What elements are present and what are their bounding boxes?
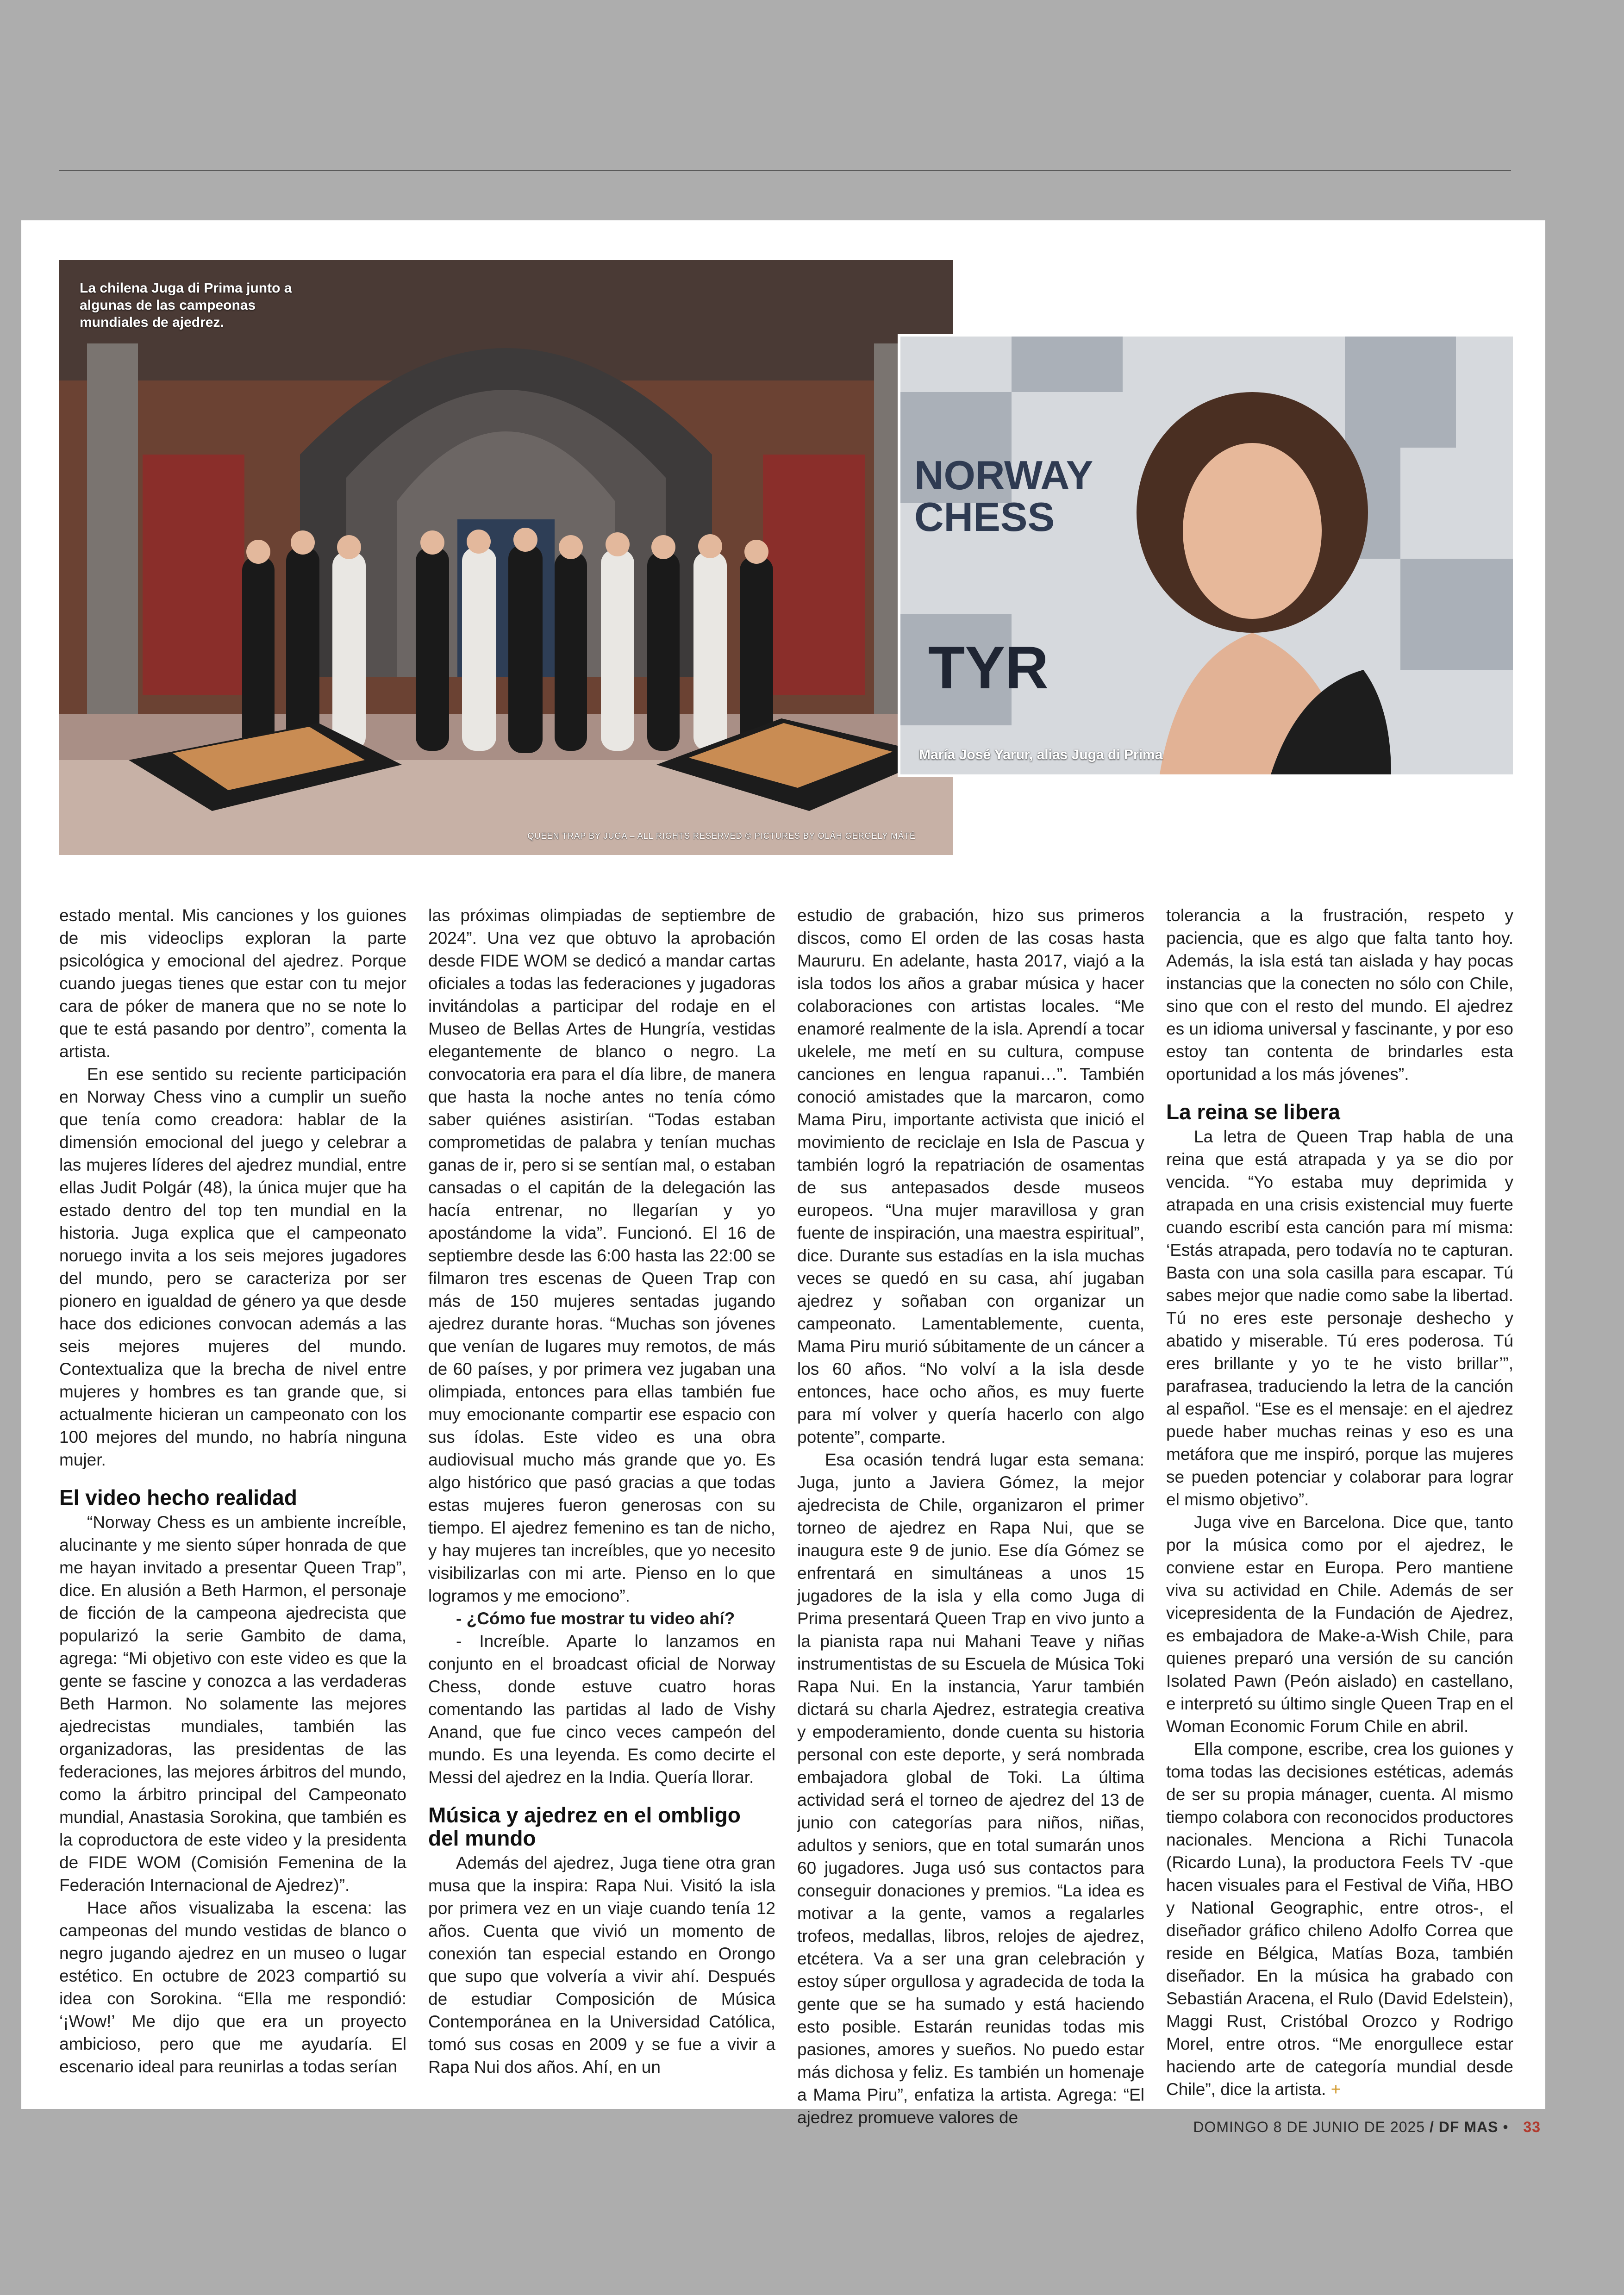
portrait-caption: María José Yarur, alias Juga di Prima bbox=[919, 747, 1163, 762]
paragraph-text: Ella compone, escribe, crea los guiones y toma todas las decisiones estéticas, además de ser su propia mánager, cuenta. Al mismo tiempo colabora con reconocidos productores nacionales. Menciona a Richi Tunacola (Ricardo Luna), la productora Feels TV -que hacen visuales para el Festival de Viña, HBO y National Geographic, entre otros-, el diseñador gráfico chileno Adolfo Correa que reside en Bélgica, Matías Boza, también diseñador. En la música ha grabado con Sebastián Aracena, el Rulo (David Edelstein), Maggi Rust, Cristóbal Orozco y Rodrigo Morel, entre otros. “Me enorgullece estar haciendo arte de categoría mundial desde Chile”, dice la artista. bbox=[1166, 1740, 1513, 2099]
group-photo-caption: La chilena Juga di Prima junto a algunas de las campeonas mundiales de ajedrez. bbox=[80, 281, 292, 330]
column-2 bbox=[428, 904, 775, 2078]
paragraph: Hace años visualizaba la escena: las campeonas del mundo vestidas de blanco o negro jugando ajedrez en un museo o lugar estético. En octubre de 2023 compartió su idea con Sorokina. “Ella me respondió: ‘¡Wow!’ Me dijo que era un proyecto ambicioso, pero que me ayudaría. El escenario ideal para reunirlas a todas serían bbox=[59, 1898, 406, 2076]
page-number: 33 bbox=[1523, 2119, 1541, 2135]
portrait-illustration bbox=[900, 337, 1513, 774]
paragraph: las próximas olimpiadas de septiembre de 2024”. Una vez que obtuvo la aprobación desde FIDE WOM se dedicó a mandar cartas oficiales a todas las federaciones y jugadoras invitándolas a participar del rodaje en el Museo de Bellas Artes de Hungría, vestidas elegantemente de blanco o negro. La convocatoria era para el día libre, de manera que hasta la noche antes no tenía cómo saber quiénes asistirían. “Todas estaban comprometidas de palabra y tenían muchas ganas de ir, pero si se sentían mal, o estaban cansadas o el capitán de la delegación las hacía entrenar, no llegarían y yo apostándome la vida”. Funcionó. El 16 de septiembre desde las 6:00 hasta las 22:00 se filmaron tres escenas de Queen Trap con más de 150 mujeres sentadas jugando ajedrez durante horas. “Muchas son jóvenes que venían de lugares muy remotos, de más de 60 países, y por primera vez jugaban una olimpiada, entonces para ellas también fue muy emocionante compartir ese espacio con sus ídolas. Este video es una obra audiovisual mucho más grande que yo. Es algo histórico que pasó gracias a que todas estas mujeres fueron generosas con su tiempo. El ajedrez femenino es tan de nicho, y hay mujeres tan increíbles, que yo necesito visibilizarlas con mi arte. Pienso en lo que logramos y me emociono”. bbox=[428, 906, 775, 1605]
paragraph: estudio de grabación, hizo sus primeros discos, como El orden de las cosas hasta Maururu. En adelante, hasta 2017, viajó a la isla todos los años a grabar música y hacer colaboraciones con artistas locales. “Me enamoré realmente de la isla. Aprendí a tocar ukelele, me metí en su cultura, compuse canciones en lengua rapanui…”. También conoció amistades que la marcaron, como Mama Piru, importante activista que inició el movimiento de reciclaje en Isla de Pascua y también logró la repatriación de osamentas de sus antepasados desde museos europeos. “Una mujer maravillosa y gran fuente de inspiración, una maestra espiritual”, dice. Durante sus estadías en la isla muchas veces se quedó en su casa, ahí jugaban ajedrez y soñaban con organizar un campeonato. Lamentablemente, cuenta, Mama Piru murió súbitamente de un cáncer a los 60 años. “No volví a la isla desde entonces, hace ocho años, es muy fuerte para mí volver y quería hacerlo con algo potente”, comparte. bbox=[797, 906, 1144, 1447]
end-mark: + bbox=[1330, 2080, 1341, 2099]
interview-answer: - Increíble. Aparte lo lanzamos en conjunto en el broadcast oficial de Norway Chess, donde estuve cuatro horas comentando las partidas al lado de Vishy Anand, que fue cinco veces campeón del mundo. Es una leyenda. Es como decirte el Messi del ajedrez en la India. Quería llorar. bbox=[428, 1632, 775, 1787]
paragraph bbox=[1166, 1738, 1513, 2101]
backdrop-logo-tyr: TYR bbox=[928, 634, 1049, 701]
paragraph: Esa ocasión tendrá lugar esta semana: Juga, junto a Javiera Gómez, la mejor ajedrecista de Chile, organizaron el primer torneo de ajedrez en Rapa Nui, que se inaugura este 9 de junio. Ese día Gómez se enfrentará en simultáneas a unos 15 jugadores de la isla y ella como Juga di Prima presentará Queen Trap en vivo junto a la pianista rapa nui Mahani Teave y niñas instrumentistas de su Escuela de Música Toki Rapa Nui. En la instancia, Yarur también dictará su charla Ajedrez, estrategia creativa y empoderamiento, donde cuenta su historia personal con este deporte, y será nombrada embajadora global de Toki. La última actividad será el torneo de ajedrez del 13 de junio con categorías para niños, niñas, adultos y seniors, que en total sumarán unos 60 jugadores. Juga usó sus contactos para conseguir donaciones y premios. “La idea es motivar a la gente, vamos a regalarles trofeos, medallas, libros, relojes de ajedrez, etcétera. Va a ser una gran celebración y estoy súper orgullosa y agradecida de toda la gente que se ha sumado y está haciendo esto posible. Estarán reunidas todas mis pasiones, amores y sueños. No puedo estar más dichosa y feliz. Es también un homenaje a Mama Piru”, enfatiza la artista. Agrega: “El ajedrez promueve valores de bbox=[797, 1450, 1144, 2127]
column-3 bbox=[797, 904, 1144, 2129]
interview-question: - ¿Cómo fue mostrar tu video ahí? bbox=[456, 1609, 735, 1628]
page-footer bbox=[1193, 2119, 1541, 2136]
subheading-video: El video hecho realidad bbox=[59, 1485, 297, 1509]
column-4 bbox=[1166, 904, 1513, 2101]
backdrop-logo-norway: NORWAY bbox=[914, 452, 1093, 498]
paragraph: En ese sentido su reciente participación en Norway Chess vino a cumplir un sueño que tenía como creadora: hablar de la dimensión emocional del juego y celebrar a las mujeres líderes del ajedrez mundial, entre ellas Judit Polgár (48), la única mujer que ha estado dentro del top ten mundial en la historia. Juga explica que el campeonato noruego invita a los seis mejores jugadores del mundo, pero se caracteriza por ser pionero en igualdad de género ya que desde hace dos ediciones convocan además a las seis mejores mujeres del mundo. Contextualiza que la brecha de nivel entre mujeres y hombres es tan grande que, si actualmente hicieran un campeonato con los 100 mejores del mundo, no habría ninguna mujer. bbox=[59, 1065, 406, 1469]
footer-separator: / bbox=[1429, 2119, 1434, 2135]
top-rule bbox=[59, 170, 1511, 171]
subheading-music: Música y ajedrez en el ombligo del mundo bbox=[428, 1803, 741, 1850]
paragraph: “Norway Chess es un ambiente increíble, alucinante y me siento súper honrada de que me hayan invitado a presentar Queen Trap”, dice. En alusión a Beth Harmon, el personaje de ficción de la campeona ajedrecista que popularizó la serie Gambito de dama, agrega: “Mi objetivo con este video es que la gente se fascine y conozca a las verdaderas Beth Harmon. No solamente las mejores ajedrecistas mundiales, también las organizadoras, las presidentas de las federaciones, las mejores árbitros del mundo, como la árbitro principal del Campeonato mundial, Anastasia Sorokina, que también es la coproductora de este video y la presidenta de FIDE WOM (Comisión Femenina de la Federación Internacional de Ajedrez)”. bbox=[59, 1513, 406, 1895]
photo-credit: QUEEN TRAP BY JUGA – ALL RIGHTS RESERVED © PICTURES BY OLÁH GERGELY MÁTÉ bbox=[527, 831, 916, 841]
paragraph: La letra de Queen Trap habla de una reina que está atrapada y ya se dio por vencida. “Yo estaba muy deprimida y atrapada en una crisis existencial muy fuerte cuando escribí esta canción para mí misma: ‘Estás atrapada, pero todavía no te capturan. Basta con una sola casilla para escapar. Tú sabes mejor que nadie como sabe la libertad. Tú no eres este personaje deshecho y abatido y miserable. Tú eres poderosa. Tú eres brillante y yo te he visto brillar’”, parafrasea, traduciendo la letra de la canción al español. “Ese es el mensaje: en el ajedrez puede haber muchas reinas y eso es una metáfora que me inspiró, porque las mujeres se pueden potenciar y colaborar para lograr el mismo objetivo”. bbox=[1166, 1127, 1513, 1509]
paragraph: tolerancia a la frustración, respeto y paciencia, que es algo que falta tanto hoy. Además, la isla está tan aislada y hay pocas instancias que la conecten no sólo con Chile, sino que con el resto del mundo. El ajedrez es un idioma universal y fascinante, y por eso estoy tan contenta de brindarles esta oportunidad a los más jóvenes”. bbox=[1166, 906, 1513, 1084]
paragraph: estado mental. Mis canciones y los guiones de mis videoclips exploran la parte psicológica y emocional del ajedrez. Porque cuando juegas tienes que estar con tu mejor cara de póker de manera que no se note lo que te está pasando por dentro”, comenta la artista. bbox=[59, 906, 406, 1061]
footer-dot: • bbox=[1503, 2119, 1509, 2135]
footer-brand: DF MAS bbox=[1438, 2119, 1499, 2135]
subheading-queen: La reina se libera bbox=[1166, 1100, 1340, 1124]
group-photo bbox=[59, 260, 953, 855]
column-1 bbox=[59, 904, 406, 2078]
portrait-photo bbox=[898, 334, 1516, 777]
footer-date: DOMINGO 8 DE JUNIO DE 2025 bbox=[1193, 2119, 1425, 2135]
museum-hall-illustration bbox=[59, 260, 953, 855]
svg-text:CHESS: CHESS bbox=[914, 494, 1055, 540]
paragraph: Además del ajedrez, Juga tiene otra gran musa que la inspira: Rapa Nui. Visitó la isla por primera vez en un viaje cuando tenía 12 años. Cuenta que vivió un momento de conexión tan especial estando en Orongo que supo que volvería a vivir ahí. Después de estudiar Composición de Música Contemporánea en la Universidad Católica, tomó sus cosas en 2009 y se fue a vivir a Rapa Nui dos años. Ahí, en un bbox=[428, 1853, 775, 2077]
paragraph: Juga vive en Barcelona. Dice que, tanto por la música como por el ajedrez, le conviene estar en Europa. Pero mantiene viva su actividad en Chile. Además de ser vicepresidenta de la Fundación de Ajedrez, es embajadora de Make-a-Wish Chile, para quienes preparó una versión de su canción Isolated Pawn (Peón aislado) en castellano, e interpretó su último single Queen Trap en el Woman Economic Forum Chile en abril. bbox=[1166, 1513, 1513, 1736]
